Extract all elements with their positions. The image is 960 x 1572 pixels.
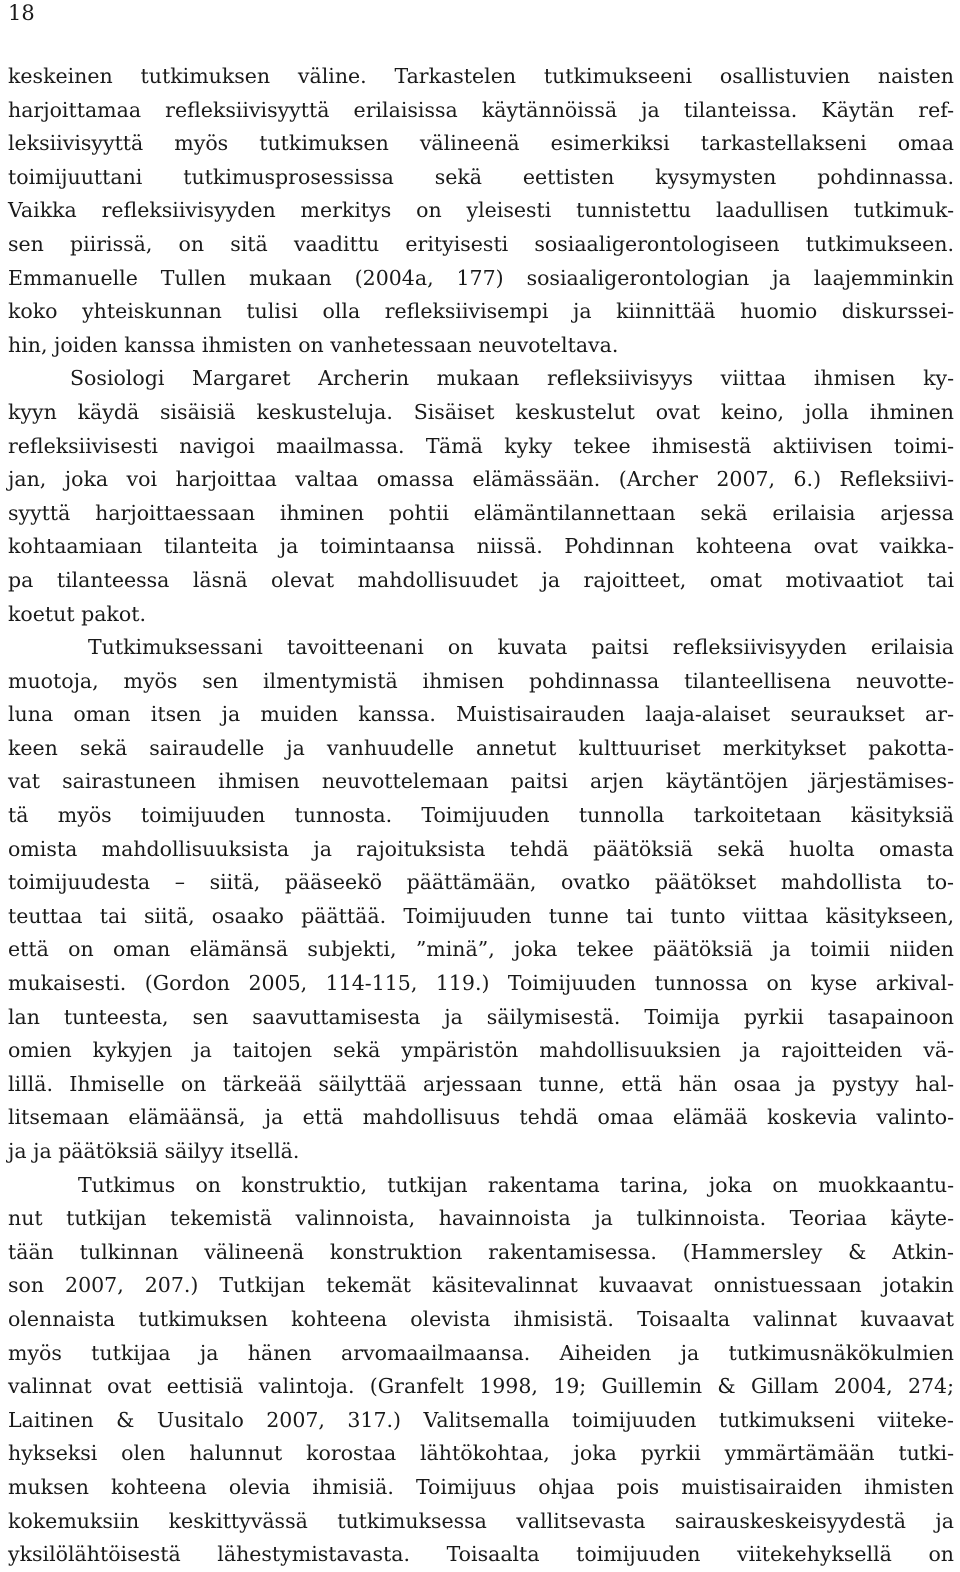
text-line: omien kykyjen ja taitojen sekä ympäristön mahdollisuuksien ja rajoitteiden vä- [8,1038,954,1063]
text-line: litsemaan elämäänsä, ja että mahdollisuus tehdä omaa elämää koskevia valinto- [8,1105,954,1130]
text-line: nut tutkijan tekemistä valinnoista, havainnoista ja tulkinnoista. Teoriaa käyte- [8,1206,954,1231]
text-line: yksilölähtöisestä lähestymistavasta. Toisaalta toimijuuden viitekehyksellä on [8,1542,954,1567]
text-line: keen sekä sairaudelle ja vanhuudelle annetut kulttuuriset merkitykset pakotta- [8,735,954,760]
text-line: Tutkimus on konstruktio, tutkijan rakentama tarina, joka on muokkaantu- [78,1172,954,1197]
text-line: olennaista tutkimuksen kohteena olevista ihmisistä. Toisaalta valinnat kuvaavat [8,1306,954,1331]
text-line: lan tunteesta, sen saavuttamisesta ja säilymisestä. Toimija pyrkii tasapainoon [8,1004,954,1029]
text-line: toimijuudesta – siitä, pääseekö päättämään, ovatko päätökset mahdollista to- [8,870,954,895]
text-line: ja ja päätöksiä säilyy itsellä. [8,1139,300,1163]
text-line: hin, joiden kanssa ihmisten on vanhetessaan neuvoteltava. [8,332,619,357]
text-line: koko yhteiskunnan tulisi olla refleksiivisempi ja kiinnittää huomio diskurssei- [8,299,954,324]
text-line: omista mahdollisuuksista ja rajoituksista tehdä päätöksiä sekä huolta omasta [8,836,954,861]
text-line: muksen kohteena olevia ihmisiä. Toimijuus ohjaa pois muistisairaiden ihmisten [8,1474,954,1499]
text-line: kohtaamiaan tilanteita ja toimintaansa niissä. Pohdinnan kohteena ovat vaikka- [8,534,954,559]
text-line: leksiivisyyttä myös tutkimuksen välineenä esimerkiksi tarkastellakseni omaa [8,131,954,156]
text-line: son 2007, 207.) Tutkijan tekemät käsitevalinnat kuvaavat onnistuessaan jotakin [8,1273,954,1298]
text-line: kyyn käydä sisäisiä keskusteluja. Sisäiset keskustelut ovat keino, jolla ihminen [8,399,954,424]
text-line: tä myös toimijuuden tunnosta. Toimijuuden tunnolla tarkoitetaan käsityksiä [8,803,954,828]
text-line: hykseksi olen halunnut korostaa lähtökohtaa, joka pyrkii ymmärtämään tutki- [8,1441,954,1466]
text-line: myös tutkijaa ja hänen arvomaailmaansa. Aiheiden ja tutkimusnäkökulmien [8,1340,954,1365]
text-line: muotoja, myös sen ilmentymistä ihmisen pohdinnassa tilanteellisena neuvotte- [8,668,954,693]
body-text [8,60,954,1572]
text-line: vat sairastuneen ihmisen neuvottelemaan paitsi arjen käytäntöjen järjestämises- [8,769,954,794]
text-line: luna oman itsen ja muiden kanssa. Muistisairauden laaja-alaiset seuraukset ar- [8,702,954,727]
text-line: kokemuksiin keskittyvässä tutkimuksessa vallitsevasta sairauskeskeisyydestä ja [8,1508,954,1533]
text-line: valinnat ovat eettisiä valintoja. (Granfelt 1998, 19; Guillemin & Gillam 2004, 274; [8,1374,954,1399]
text-line: toimijuuttani tutkimusprosessissa sekä eettisten kysymysten pohdinnassa. [8,164,954,189]
text-line: harjoittamaa refleksiivisyyttä erilaisissa käytännöissä ja tilanteissa. Käytän ref- [8,97,954,122]
text-line: Emmanuelle Tullen mukaan (2004a, 177) sosiaaligerontologian ja laajemminkin [8,265,954,290]
text-line: teuttaa tai siitä, osaako päättää. Toimijuuden tunne tai tunto viittaa käsitykseen, [8,903,954,928]
text-line: mukaisesti. (Gordon 2005, 114-115, 119.) Toimijuuden tunnossa on kyse arkival- [8,971,954,996]
page-number: 18 [8,1,35,25]
text-line: sen piirissä, on sitä vaadittu erityisesti sosiaaligerontologiseen tutkimukseen. [8,231,954,256]
text-line: keskeinen tutkimuksen väline. Tarkastelen tutkimukseeni osallistuvien naisten [8,64,954,88]
text-line: tään tulkinnan välineenä konstruktion rakentamisessa. (Hammersley & Atkin- [8,1239,954,1264]
text-line: refleksiivisesti navigoi maailmassa. Tämä kyky tekee ihmisestä aktiivisen toimi- [8,433,954,458]
text-line: lillä. Ihmiselle on tärkeää säilyttää arjessaan tunne, että hän osaa ja pystyy hal- [8,1071,954,1096]
text-line: Tutkimuksessani tavoitteenani on kuvata paitsi refleksiivisyyden erilaisia [88,635,954,660]
text-line: Vaikka refleksiivisyyden merkitys on yleisesti tunnistettu laadullisen tutkimuk- [8,198,954,223]
text-line: Sosiologi Margaret Archerin mukaan refleksiivisyys viittaa ihmisen ky- [70,366,954,391]
text-line: syyttä harjoittaessaan ihminen pohtii elämäntilannettaan sekä erilaisia arjessa [8,500,954,525]
text-line: pa tilanteessa läsnä olevat mahdollisuudet ja rajoitteet, omat motivaatiot tai [8,567,954,592]
text-line: jan, joka voi harjoittaa valtaa omassa elämässään. (Archer 2007, 6.) Refleksiivi- [8,467,954,492]
text-line: koetut pakot. [8,601,146,626]
text-line: että on oman elämänsä subjekti, ”minä”, joka tekee päätöksiä ja toimii niiden [8,937,954,962]
text-line: Laitinen & Uusitalo 2007, 317.) Valitsemalla toimijuuden tutkimukseni viiteke- [8,1407,954,1432]
